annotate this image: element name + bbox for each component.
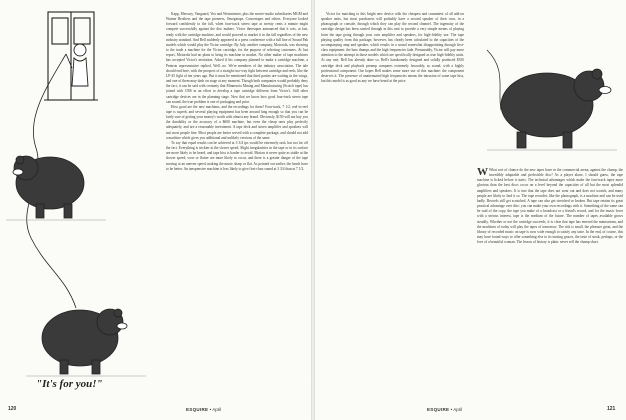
right-article-column-2 xyxy=(477,168,623,400)
right-article-column-1 xyxy=(321,12,464,400)
footer-brand: ESQUIRE xyxy=(427,407,450,412)
page-number-left: 120 xyxy=(8,406,17,412)
left-page xyxy=(0,0,311,420)
right-page xyxy=(315,0,626,420)
footer-dot: • xyxy=(209,407,213,412)
bear-figure-bottom xyxy=(42,309,127,374)
footer-dot: • xyxy=(450,407,454,412)
paragraph-text: What sort of chance do the new tapes have in the commercial arena, against the champ, the incredibly adaptable and perfectible disc? As a player alone, I should guess, the tape machine is licked before it starts. The technical advantages which make the four-track tapes more glorious than the best discs occur on a level beyond the capacities of all but the most splendid amplifiers and speakers. It is true that the tape does not wear out and does not scratch, and many people are likely to find it so. The tape recorder, like the phonograph, is a machine and can be used badly. Records still get scratched. A tape can also get stretched or broken. But tape retains its great practical advantage over disc: you can make your own recordings with it. Something of the same can be said of the copy, the tape you make of a broadcast or a friend's record, and for the music lover with a serious interest, tape is the medium of the future. The number of tapes available grows steadily. Whether or not the cartridge succeeds, it is clear that tape has entered the mainstream, and the machines of today will play the tapes of tomorrow. The risk is small, the pleasure great, and the library of recorded music on tape is now wide enough to satisfy any taste. In the end, of course, this may have found ways to offer something else to its turning graces, the taste of steak, perhaps, or the love of a beautiful woman. The lesson of history is plain: never sell the champ short. xyxy=(477,168,623,245)
bear-figure-top xyxy=(13,156,84,218)
drop-cap: W xyxy=(477,168,488,178)
phone-booth xyxy=(44,12,98,100)
paragraph: How good are the new machines, and the recordings for them? Four-track, 7 1/2, reel-to-reel tape is superb, and several playing equipment has been around long enough so that you can be fairly sure of getting your money's worth with almost any brand. Obviously, $150 will not buy you the durability or the accuracy of a $600 machine, but even the cheap ones play perfectly adequately, and are a reasonable investment. A tape deck and stereo amplifier and speakers will suit most people fine. Most people are better served with a complete package, and should not add a machine which gives you additional and unlikely versions of the same. xyxy=(166,104,308,140)
paragraph: To say that equal results can be achieved at 3 3/4 ips would be extremely rash, but not far off the fact. Everything is trickier at the slower speed. Slight irregularities in the tape or in its surface are more likely to be heard, and tape hiss is harder to avoid. Motion is never quite as stable at the slower speed; wow or flutter are more likely to occur, and there is a greater danger of the tape moving at an uneven speed, making the music sharp or flat. As pointed out earlier, the heads have to be better. An inexpensive machine is less likely to give first-class sound at 3 3/4 than at 7 1/2. xyxy=(166,140,308,171)
cartoon-illustration xyxy=(6,8,154,400)
paragraph xyxy=(477,168,623,245)
left-article-column xyxy=(166,12,308,400)
footer-brand: ESQUIRE xyxy=(186,407,209,412)
footer-left xyxy=(186,407,221,412)
paragraph: Victor for matching to this bright new device with the cheapest and crummiest of all add-on speaker units, but most purchasers will probably have a second speaker of their own, in a phonograph or console, through which they can play the second channel. The ingenuity of the cartridge design has been carried through in this unit to provide a very simple means of playing from the tape going through your own amplifier and speakers, for high-fidelity use. The tape playing quality from this package, however, has clearly been calculated to the capacities of the accompanying amp and speaker, which results in a sound somewhat disappointing through first-class equipment: the bass thumps and the high frequencies fade. Presumably, Victor will pay more attention to the attempt in those models which are specifically designed as true high-fidelity units. At any rate, Bell has already done so. Bell's handsomely designed and solidly produced $350 cartridge deck and playback preamp compares extremely favorably, as sound, with a highly professional component. Our hopes Bell makes some more use of this machine: the component deserves it. The presence of unattenuated high frequencies means the intrusion of some tape hiss, but this model is as good as any we have heard at the price. xyxy=(321,12,464,84)
paragraph: Kapp, Mercury, Vanguard, Vox and Westminster, plus the movie-studio subsidiaries MGM and Warner Brothers and the tape pioneers, Omegatape, Concertapes and others. Everyone looked forward confidently to the fall, when four-track stereo tape at twenty cents a minute might compete successfully against the disc makers. Victor thereupon announced that it was, at last, ready with the cartridge machine, and would proceed to market it in the fall regardless of the new industry standard. And Bell suddenly appeared at a press conference with a full line of Sound Pak models which would play the Victor cartridge. By July, another company, Motorola, was showing to the trade a machine for the Victor cartridge, for the purpose of selecting customers. At last report, Motorola had no plans to bring its machine to market. No other maker of tape machines has accepted Victor's invitation. Asked if his company planned to make a cartridge machine, a Pentron representative replied, Well, no. We're members of the industry association. The tale should end here, with the prospect of a straight two-way fight between cartridge and reels, like the LP-45 fight of ten years ago. But it must be mentioned that third parties are waiting in the wings, and one of them may dash on stage at any moment. Though both companies would probably deny the fact, it can be said with certainty that Minnesota Mining and Manufacturing (Scotch tape) has joined with CBS in an effort to develop a tape cartridge different from Victor's. Still other cartridge devices are in the planning stage. Now that we know how good four-track stereo tape can sound, the true problem is one of packaging and price. xyxy=(166,12,308,104)
footer-right xyxy=(427,407,462,412)
footer-date: April xyxy=(212,407,222,412)
cartoon-caption: "It's for you!" xyxy=(36,378,103,390)
man-in-booth xyxy=(66,44,88,86)
page-number-right: 121 xyxy=(607,406,616,412)
bear-illustration-right xyxy=(477,10,623,160)
footer-date: April xyxy=(453,407,463,412)
